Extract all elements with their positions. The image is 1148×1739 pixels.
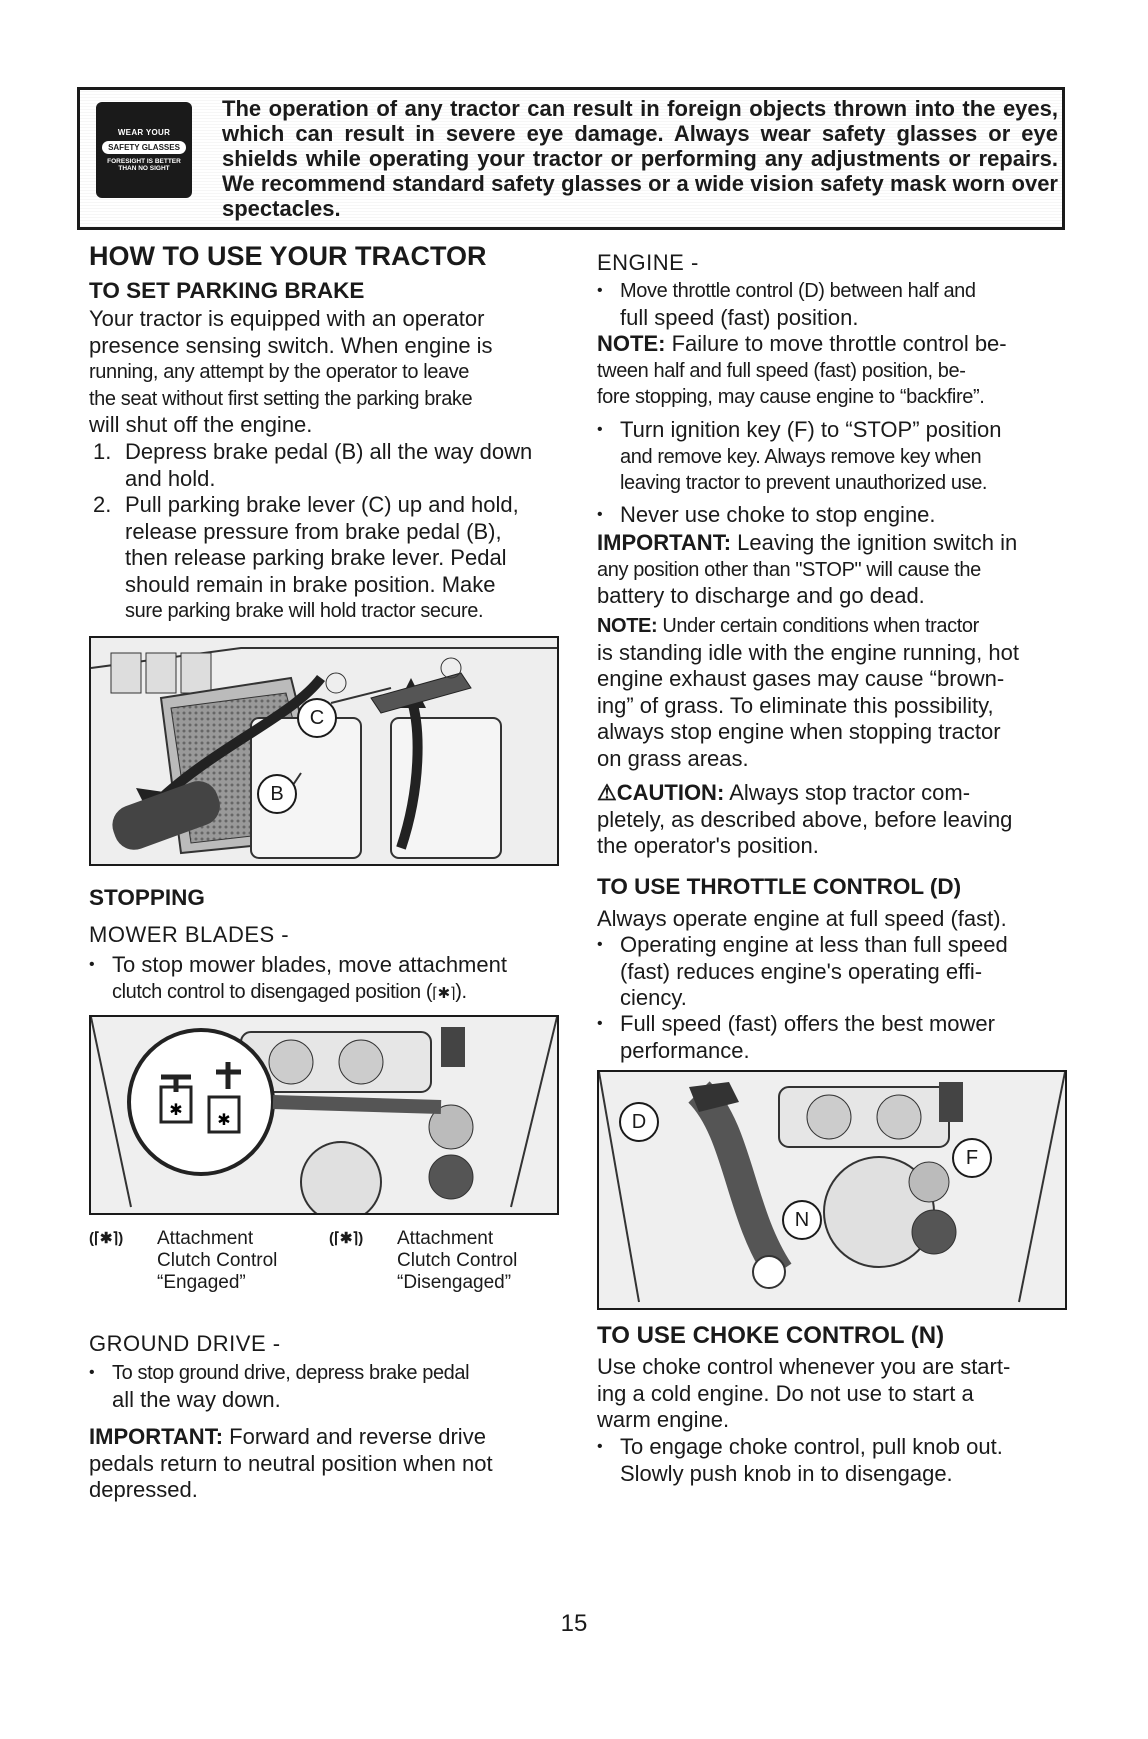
engine-note-backfire: NOTE: Failure to move throttle control be- tween half and full speed (fast) position, be- fore stopping, may cause engine to “backfire”. xyxy=(597,331,1007,408)
callout-d: D xyxy=(619,1102,659,1142)
callout-c: C xyxy=(297,698,337,738)
throttle-choke-illustration xyxy=(597,1070,1067,1310)
warning-text: The operation of any tractor can result in foreign objects thrown into the eyes, which can result in severe eye damage. Always wear safety glasses or eye shields while operating your tractor or performing any adjustments or repairs. We recommend standard safety glasses or a wide vision safety mask worn over spectacles. xyxy=(222,96,1058,221)
callout-n: N xyxy=(782,1200,822,1240)
clutch-disengaged-icon: ⌈✱⌉ xyxy=(432,984,456,1002)
throttle-bullet-efficiency: • Operating engine at less than full speed (fast) reduces engine's operating effi- ciency. xyxy=(620,932,1070,1012)
callout-b: B xyxy=(257,774,297,814)
throttle-bullet-performance: • Full speed (fast) offers the best mower performance. xyxy=(620,1011,1070,1064)
choke-intro: Use choke control whenever you are start- ing a cold engine. Do not use to start a warm engine. xyxy=(597,1354,1011,1432)
mower-blades-subheading: MOWER BLADES - xyxy=(89,922,290,947)
callout-f: F xyxy=(952,1138,992,1178)
parking-intro: Your tractor is equipped with an operator presence sensing switch. When engine is running, any attempt by the operator to leave the seat without first setting the parking brake will shut off the engine. xyxy=(89,306,493,437)
clutch-engaged-icon: (⌈✱⌉) xyxy=(89,1230,124,1247)
ground-drive-important: IMPORTANT: Forward and reverse drive pedals return to neutral position when not depressed. xyxy=(89,1424,493,1502)
parking-step-2: 2. Pull parking brake lever (C) up and hold, release pressure from brake pedal (B), then release parking brake lever. Pedal should remain in brake position. Make sure parking brake will hold tractor secure. xyxy=(93,492,519,622)
ground-drive-subheading: GROUND DRIVE - xyxy=(89,1331,281,1356)
parking-brake-drawing xyxy=(91,638,557,864)
clutch-panel-drawing xyxy=(91,1017,557,1213)
control-panel-drawing xyxy=(599,1072,1065,1308)
page-title: HOW TO USE YOUR TRACTOR xyxy=(89,241,487,271)
warning-triangle-icon: ⚠ xyxy=(597,780,617,805)
caution-block: ⚠CAUTION: Always stop tractor com- pletely, as described above, before leaving the operator's position. xyxy=(597,780,1013,858)
stopping-heading: STOPPING xyxy=(89,885,205,910)
parking-step-1: 1. Depress brake pedal (B) all the way down and hold. xyxy=(93,439,533,491)
engine-note-exhaust: NOTE: Under certain conditions when tractor is standing idle with the engine running, hot engine exhaust gases may cause “brown- ing” of grass. To eliminate this possibility, always stop engine when stopping tractor on grass areas. xyxy=(597,615,1019,771)
clutch-disengaged-caption-icon: (⌈✱⌉) xyxy=(329,1230,364,1247)
safety-warning-box xyxy=(77,87,1065,230)
ground-drive-bullet: • To stop ground drive, depress brake pedal all the way down. xyxy=(112,1360,562,1413)
engine-bullet-ignition: • Turn ignition key (F) to “STOP” position and remove key. Always remove key when leaving tractor to prevent unauthorized use. xyxy=(620,417,1070,497)
throttle-intro: Always operate engine at full speed (fast). xyxy=(597,906,1007,931)
page-number: 15 xyxy=(560,1610,588,1637)
svg-text:✱: ✱ xyxy=(217,1110,231,1129)
svg-text:✱: ✱ xyxy=(169,1100,183,1119)
engine-bullet-choke: • Never use choke to stop engine. xyxy=(620,502,1070,529)
engine-subheading: ENGINE - xyxy=(597,250,699,275)
disengaged-caption: (⌈✱⌉) Attachment Clutch Control “Disengaged” xyxy=(329,1228,518,1293)
parking-brake-heading: TO SET PARKING BRAKE xyxy=(89,278,365,303)
engine-bullet-throttle: • Move throttle control (D) between half and full speed (fast) position. xyxy=(620,278,1070,331)
engine-important: IMPORTANT: Leaving the ignition switch in any position other than "STOP" will cause the battery to discharge and go dead. xyxy=(597,530,1018,608)
choke-heading: TO USE CHOKE CONTROL (N) xyxy=(597,1322,945,1349)
throttle-heading: TO USE THROTTLE CONTROL (D) xyxy=(597,874,962,899)
safety-glasses-icon: WEAR YOUR SAFETY GLASSES FORESIGHT IS BETTER THAN NO SIGHT xyxy=(96,102,192,198)
mower-blades-bullet: • To stop mower blades, move attachment clutch control to disengaged position (⌈✱⌉). xyxy=(112,952,562,1007)
choke-bullet: • To engage choke control, pull knob out. Slowly push knob in to disengage. xyxy=(620,1434,1070,1487)
parking-brake-illustration xyxy=(89,636,559,866)
attachment-clutch-illustration xyxy=(89,1015,559,1215)
engaged-caption: (⌈✱⌉) Attachment Clutch Control “Engaged” xyxy=(89,1228,278,1293)
